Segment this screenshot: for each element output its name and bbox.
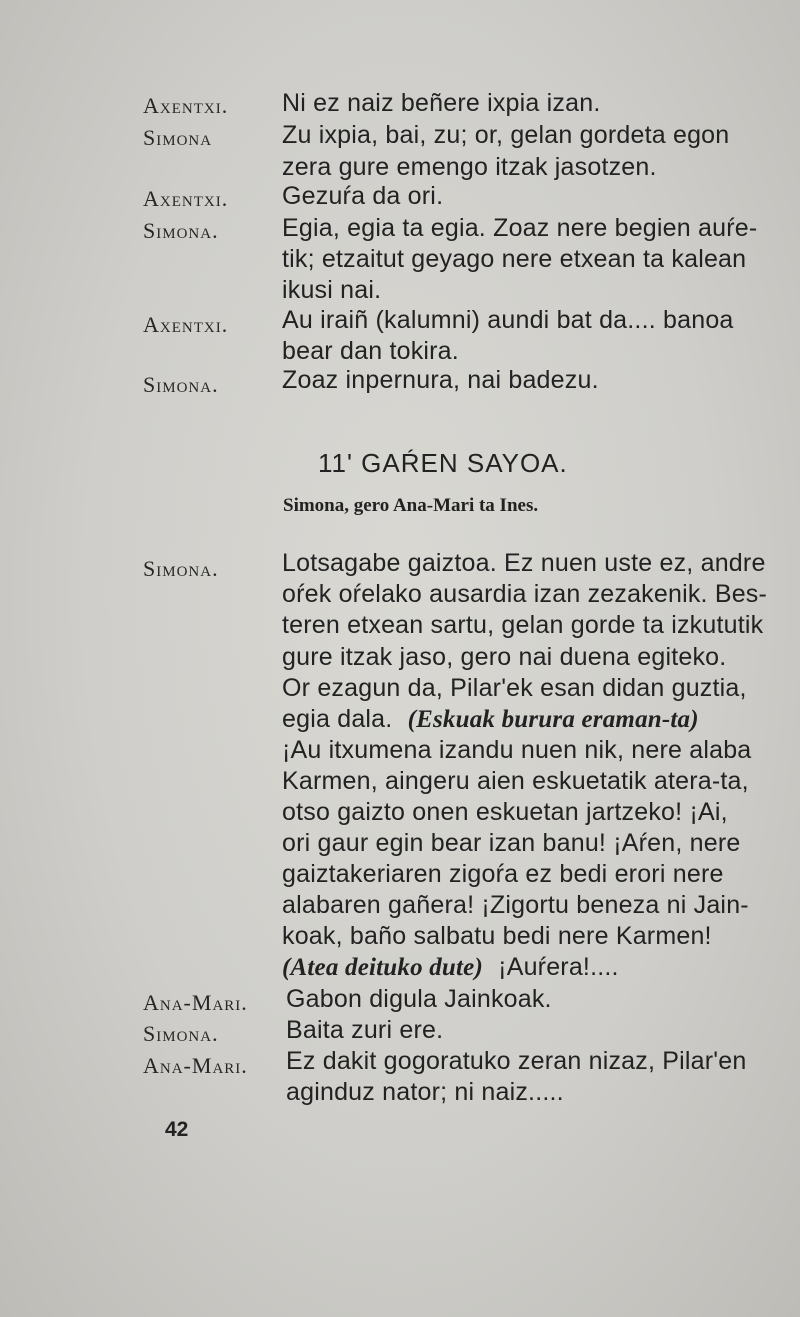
speaker-name: Axentxi. [143, 186, 229, 211]
dialogue-line: bear dan tokira. [282, 337, 459, 365]
dialogue-line: Ez dakit gogoratuko zeran nizaz, Pilar'en [286, 1047, 747, 1075]
dialogue-line: aginduz nator; ni naiz..... [286, 1078, 564, 1106]
stage-direction: (Atea deituko dute) [282, 954, 484, 981]
dialogue-line: alabaren gañera! ¡Zigortu beneza ni Jain- [282, 891, 749, 919]
speaker-name: Axentxi. [143, 93, 229, 118]
page-number: 42 [165, 1118, 189, 1141]
dialogue-line: Zoaz inpernura, nai badezu. [282, 366, 599, 394]
dialogue-line [282, 953, 619, 982]
dialogue-line: Or ezagun da, Pilar'ek esan didan guztia, [282, 674, 747, 702]
dialogue-line: tik; etzaitut geyago nere etxean ta kalean [282, 245, 747, 273]
speaker-name: Simona. [143, 556, 219, 581]
dialogue-line: koak, baño salbatu bedi nere Karmen! [282, 922, 712, 950]
dialogue-line: teren etxean sartu, gelan gorde ta izkututik [282, 611, 764, 639]
dialogue-line: Gabon digula Jainkoak. [286, 985, 552, 1013]
dialogue-line: Gezuŕa da ori. [282, 182, 444, 210]
dialogue-line: ori gaur egin bear izan banu! ¡Aŕen, nere [282, 829, 741, 857]
speaker-name: Simona. [143, 218, 219, 243]
speaker-name: Ana-Mari. [143, 990, 248, 1015]
scene-cast: Simona, gero Ana-Mari ta Ines. [283, 495, 539, 516]
dialogue-line: Egia, egia ta egia. Zoaz nere begien auŕe- [282, 214, 758, 242]
dialogue-line: ¡Au itxumena izandu nuen nik, nere alaba [282, 736, 752, 764]
dialogue-line [282, 705, 699, 734]
dialogue-line: Baita zuri ere. [286, 1016, 444, 1044]
speaker-name: Simona. [143, 1021, 219, 1046]
speaker-name: Ana-Mari. [143, 1053, 248, 1078]
dialogue-line: Karmen, aingeru aien eskuetatik atera-ta, [282, 767, 749, 795]
dialogue-text: egia dala. [282, 705, 393, 733]
dialogue-line: Zu ixpia, bai, zu; or, gelan gordeta egon [282, 121, 730, 149]
dialogue-line: gaiztakeriaren zigoŕa ez bedi erori nere [282, 860, 724, 888]
speaker-name: Simona. [143, 372, 219, 397]
scene-heading: 11' GAŔEN SAYOA. [318, 448, 568, 478]
dialogue-text: ¡Auŕera!.... [498, 953, 619, 981]
speaker-name: Axentxi. [143, 312, 229, 337]
dialogue-line: gure itzak jaso, gero nai duena egiteko. [282, 643, 727, 671]
dialogue-line: Lotsagabe gaiztoa. Ez nuen uste ez, andre [282, 549, 766, 577]
dialogue-line: Ni ez naiz beñere ixpia izan. [282, 89, 601, 117]
dialogue-line: Au iraiñ (kalumni) aundi bat da.... banoa [282, 306, 734, 334]
dialogue-line: ikusi nai. [282, 276, 382, 304]
dialogue-line: zera gure emengo itzak jasotzen. [282, 153, 657, 181]
dialogue-line: oŕek oŕelako ausardia izan zezakenik. Bes- [282, 580, 768, 608]
speaker-name: Simona [143, 125, 213, 150]
stage-direction: (Eskuak burura eraman-ta) [407, 706, 699, 733]
dialogue-line: otso gaizto onen eskuetan jartzeko! ¡Ai, [282, 798, 728, 826]
